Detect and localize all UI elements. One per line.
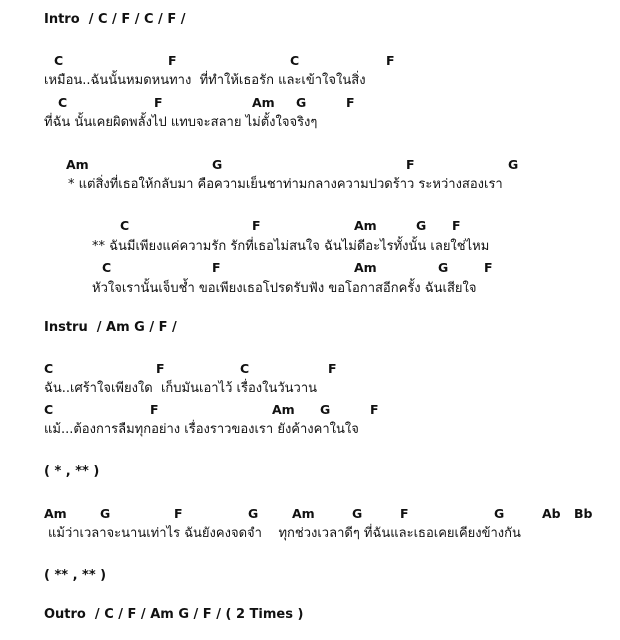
- chord: C: [58, 95, 68, 110]
- chord: C: [240, 361, 250, 376]
- chord: Bb: [574, 506, 593, 521]
- chord: G: [212, 157, 223, 172]
- chord: F: [484, 260, 493, 275]
- chord: Am: [354, 260, 377, 275]
- lyric-line: ** ฉันมีเพียงแค่ความรัก รักที่เธอไม่สนใจ ฉันไม่ดีอะไรทั้งนั้น เลยใช่ไหม: [92, 239, 490, 254]
- chord: F: [346, 95, 355, 110]
- chord: C: [102, 260, 112, 275]
- chord: Ab: [542, 506, 561, 521]
- chord: G: [494, 506, 505, 521]
- chord: G: [352, 506, 363, 521]
- chord: F: [168, 53, 177, 68]
- chord: G: [508, 157, 519, 172]
- chord: Am: [272, 402, 295, 417]
- chord: F: [150, 402, 159, 417]
- chord: F: [174, 506, 183, 521]
- chord: F: [156, 361, 165, 376]
- chord: F: [452, 218, 461, 233]
- chord: G: [296, 95, 307, 110]
- chord: F: [406, 157, 415, 172]
- intro-line: Intro / C / F / C / F /: [44, 12, 186, 27]
- chord: C: [44, 361, 54, 376]
- lyric-line: ที่ฉัน นั้นเคยผิดพลั้งไป แทบจะสลาย ไม่ตั้งใจจริงๆ: [44, 115, 318, 130]
- chord: F: [328, 361, 337, 376]
- chord: Am: [44, 506, 67, 521]
- repeat-line: ( * , ** ): [44, 464, 100, 479]
- chord: F: [154, 95, 163, 110]
- chord: G: [248, 506, 259, 521]
- outro-line: Outro / C / F / Am G / F / ( 2 Times ): [44, 607, 304, 622]
- instru-line: Instru / Am G / F /: [44, 320, 177, 335]
- lyric-line: เหมือน..ฉันนั้นหมดหนทาง ที่ทำให้เธอรัก และเข้าใจในสิ่ง: [44, 73, 366, 88]
- repeat-line: ( ** , ** ): [44, 568, 107, 583]
- chord: Am: [354, 218, 377, 233]
- chord: G: [438, 260, 449, 275]
- chord: Am: [252, 95, 275, 110]
- chord: F: [212, 260, 221, 275]
- lyric-line: แม้ว่าเวลาจะนานเท่าไร ฉันยังคงจดจำ ทุกช่วงเวลาดีๆ ที่ฉันและเธอเคยเคียงข้างกัน: [48, 526, 521, 541]
- chord: F: [252, 218, 261, 233]
- chord: C: [290, 53, 300, 68]
- chord: F: [400, 506, 409, 521]
- chord: F: [386, 53, 395, 68]
- chord: C: [54, 53, 64, 68]
- chord: C: [44, 402, 54, 417]
- chord: Am: [66, 157, 89, 172]
- chord: F: [370, 402, 379, 417]
- chord: C: [120, 218, 130, 233]
- chord: G: [100, 506, 111, 521]
- lyric-line: แม้...ต้องการลืมทุกอย่าง เรื่องราวของเรา ยังค้างคาในใจ: [44, 422, 359, 437]
- lyric-line: หัวใจเรานั้นเจ็บช้ำ ขอเพียงเธอโปรดรับฟัง ขอโอกาสอีกครั้ง ฉันเสียใจ: [92, 281, 477, 296]
- lyric-line: * แต่สิ่งที่เธอให้กลับมา คือความเย็นชาท่ามกลางความปวดร้าว ระหว่างสองเรา: [68, 177, 503, 192]
- chord: Am: [292, 506, 315, 521]
- chord: G: [416, 218, 427, 233]
- chord: G: [320, 402, 331, 417]
- lyric-line: ฉัน..เศร้าใจเพียงใด เก็บมันเอาไว้ เรื่องในวันวาน: [44, 381, 318, 396]
